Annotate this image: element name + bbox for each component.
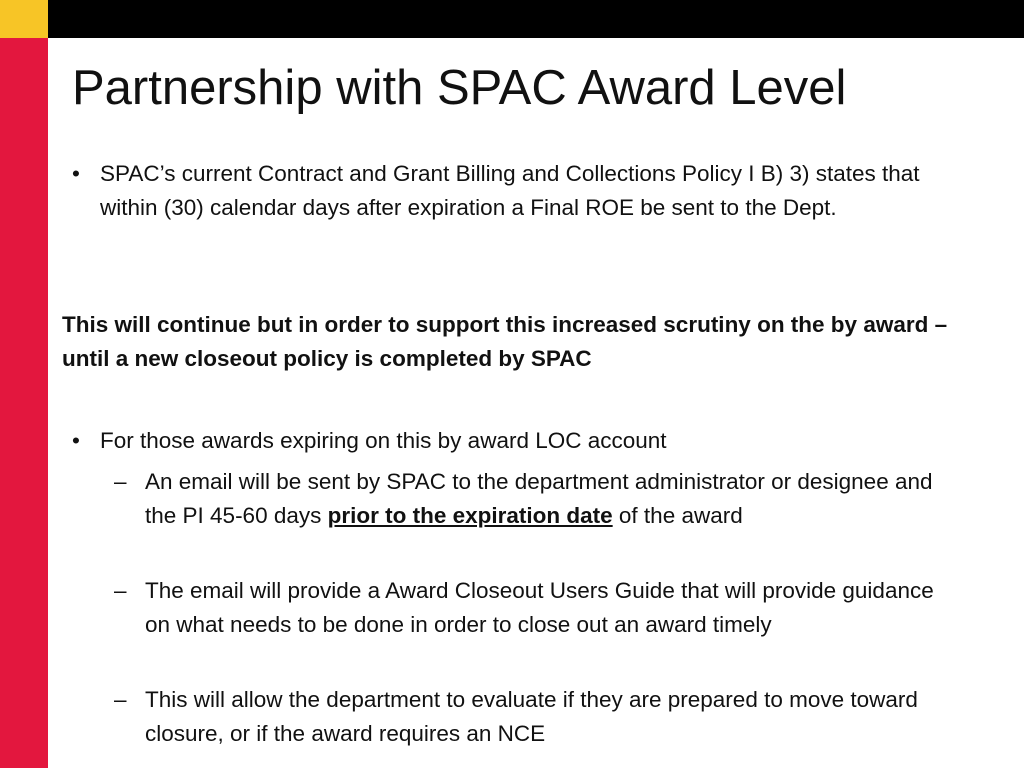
left-accent-bar	[0, 0, 48, 768]
emphasis-expiration-date: prior to the expiration date	[327, 503, 613, 528]
dash-marker: –	[114, 687, 127, 712]
slide-title: Partnership with SPAC Award Level	[72, 61, 847, 115]
sub-bullet-email-end: of the award	[612, 503, 743, 528]
dash-marker: –	[114, 578, 127, 603]
sub-bullet-email-text: An email will be sent by SPAC to the department administrator or designee and the PI 45-60 days	[145, 469, 933, 528]
sub-bullet-evaluate: This will allow the department to evaluate if they are prepared to move toward closure, or if the award requires an NCE	[145, 687, 918, 746]
bullet-awards-text: For those awards expiring on this by award LOC account	[100, 428, 667, 453]
bullet-marker: •	[72, 161, 80, 186]
bullet-marker: •	[72, 428, 80, 453]
sub-bullet-email	[145, 465, 935, 533]
bullet-policy-text: SPAC’s current Contract and Grant Billing and Collections Policy I B) 3) states that within (30) calendar days after expiration a Final ROE be sent to the Dept.	[100, 161, 920, 220]
top-accent-bar	[48, 0, 1024, 38]
dash-marker: –	[114, 469, 127, 494]
bold-statement: This will continue but in order to support this increased scrutiny on the by award – until a new closeout policy is completed by SPAC	[62, 312, 948, 371]
sub-bullet-guide: The email will provide a Award Closeout Users Guide that will provide guidance on what needs to be done in order to close out an award timely	[145, 578, 934, 637]
corner-accent	[0, 0, 48, 38]
